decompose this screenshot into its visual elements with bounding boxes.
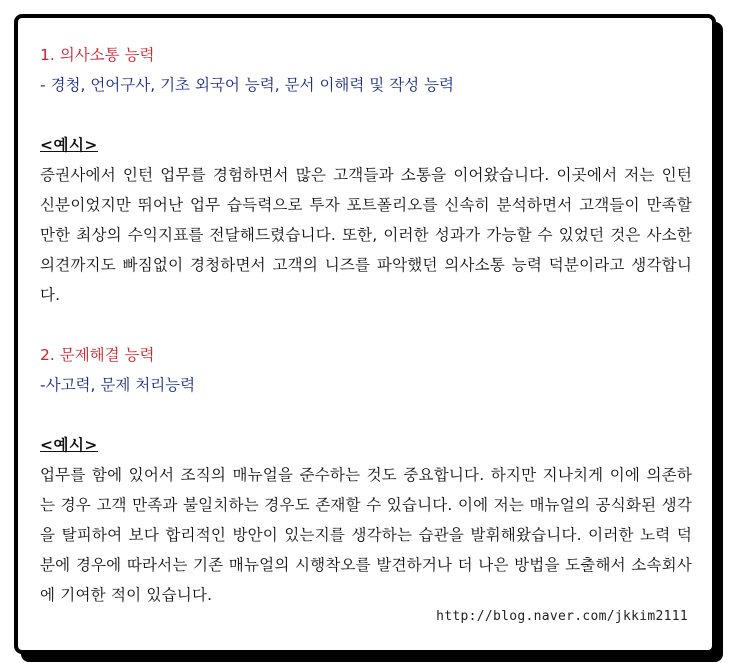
document-content — [40, 40, 692, 610]
section-heading: 2. 문제해결 능력 — [40, 346, 155, 364]
spacer — [40, 400, 692, 430]
example-body: 업무를 함에 있어서 조직의 매뉴얼을 준수하는 것도 중요합니다. 하지만 지나치게 이에 의존하는 경우 고객 만족과 불일치하는 경우도 존재할 수 있습니다. 이에 저는 매뉴얼의 공식화된 생각을 탈피하여 보다 합리적인 방안이 있는지를 생각하는 습관을 발휘해왔습니다. 이러한 노력 덕분에 경우에 따라서는 기존 매뉴얼의 시행착오를 발견하거나 더 나은 방법을 도출해서 소속회사에 기여한 적이 있습니다. — [40, 466, 692, 604]
section-communication — [40, 40, 692, 310]
section-subheading: -사고력, 문제 처리능력 — [40, 376, 196, 394]
document-frame — [14, 14, 716, 654]
section-problem-solving — [40, 340, 692, 610]
example-label: <예시> — [40, 436, 98, 454]
blog-url-watermark: http://blog.naver.com/jkkim2111 — [436, 609, 688, 624]
spacer — [40, 100, 692, 130]
section-subheading: - 경청, 언어구사, 기초 외국어 능력, 문서 이해력 및 작성 능력 — [40, 76, 455, 94]
section-heading: 1. 의사소통 능력 — [40, 46, 155, 64]
example-body: 증권사에서 인턴 업무를 경험하면서 많은 고객들과 소통을 이어왔습니다. 이곳에서 저는 인턴 신분이었지만 뛰어난 업무 습득력으로 투자 포트폴리오를 신속히 분석하면서 고객들이 만족할만한 최상의 수익지표를 전달해드렸습니다. 또한, 이러한 성과가 가능할 수 있었던 것은 사소한 의견까지도 빠짐없이 경청하면서 고객의 니즈를 파악했던 의사소통 능력 덕분이라고 생각합니다. — [40, 166, 692, 304]
spacer — [40, 310, 692, 340]
example-label: <예시> — [40, 136, 98, 154]
